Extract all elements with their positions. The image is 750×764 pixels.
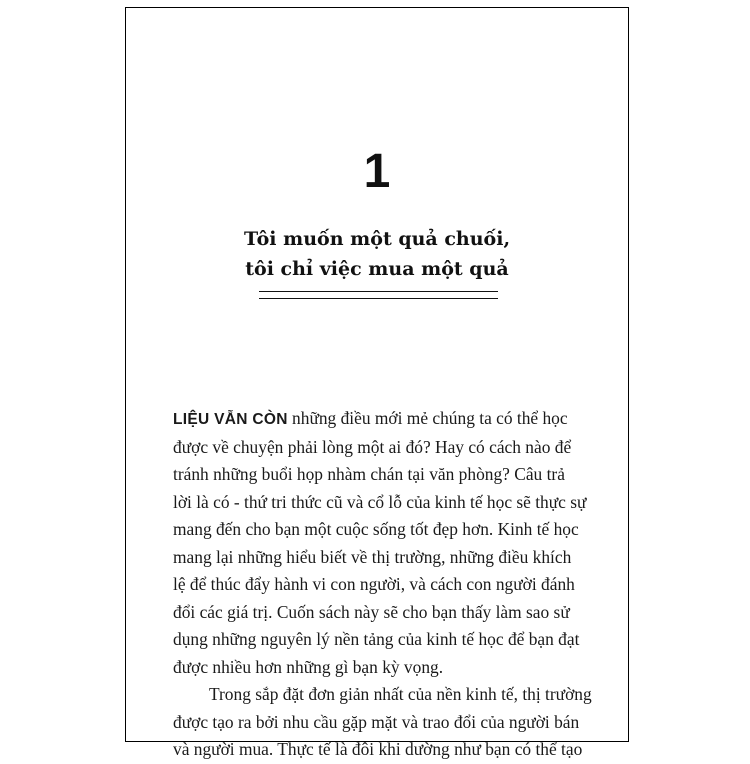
text-line bbox=[173, 405, 585, 434]
text-line: được nhiều hơn những gì bạn kỳ vọng. bbox=[173, 656, 444, 677]
text-line: lệ để thúc đẩy hành vi con người, và cách con người đánh bbox=[173, 574, 575, 594]
chapter-title bbox=[126, 224, 628, 284]
text-line: lời là có - thứ tri thức cũ và cổ lỗ của kinh tế học sẽ thực sự bbox=[173, 491, 587, 512]
text-line: mang lại những hiểu biết về thị trường, những điều khích bbox=[173, 546, 572, 567]
chapter-number: 1 bbox=[363, 145, 391, 198]
title-rule-bottom bbox=[259, 298, 498, 299]
text-line: đổi các giá trị. Cuốn sách này sẽ cho bạn thấy làm sao sử bbox=[173, 601, 570, 622]
text-line-rest: những điều mới mẻ chúng ta có thể học bbox=[287, 408, 568, 428]
text-line: được tạo ra bởi nhu cầu gặp mặt và trao đổi của người bán bbox=[173, 711, 580, 732]
title-double-rule bbox=[259, 291, 498, 299]
text-line: được về chuyện phải lòng một ai đó? Hay có cách nào để bbox=[173, 436, 572, 457]
text-line: Trong sắp đặt đơn giản nhất của nền kinh tế, thị trường bbox=[209, 684, 592, 704]
title-rule-top bbox=[259, 291, 498, 292]
paragraph-2 bbox=[173, 681, 592, 764]
text-line: tránh những buổi họp nhàm chán tại văn phòng? Câu trả bbox=[173, 464, 565, 484]
chapter-body-text bbox=[173, 405, 592, 764]
lead-in-text: LIỆU VẪN CÒN bbox=[173, 411, 288, 428]
chapter-title-line-1: Tôi muốn một quả chuối, bbox=[243, 228, 511, 250]
text-line: mang đến cho bạn một cuộc sống tốt đẹp hơn. Kinh tế học bbox=[173, 519, 579, 539]
text-line: và người mua. Thực tế là đôi khi dường như bạn có thể tạo bbox=[173, 739, 583, 759]
text-line: dụng những nguyên lý nền tảng của kinh tế học để bạn đạt bbox=[173, 629, 580, 649]
chapter-title-line-2: tôi chỉ việc mua một quả bbox=[245, 258, 509, 280]
paragraph-1 bbox=[173, 405, 585, 681]
book-page bbox=[125, 7, 629, 759]
